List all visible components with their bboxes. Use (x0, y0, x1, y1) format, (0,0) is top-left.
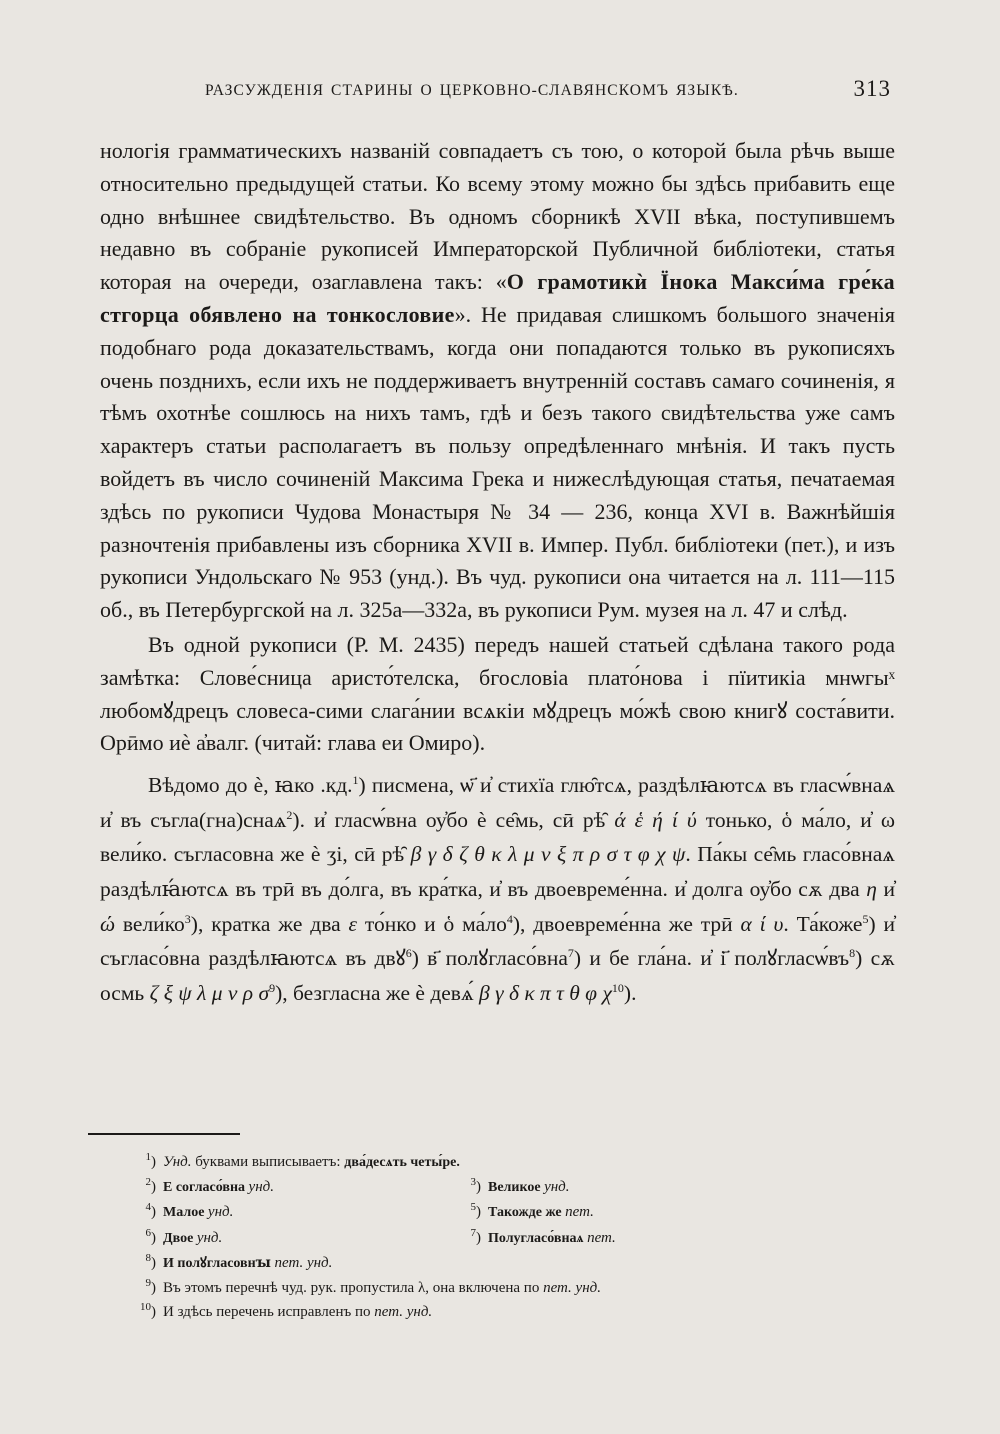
paragraph-2: Въ одной рукописи (Р. М. 2435) передъ нашей статьей сдѣлана такого рода замѣтка: Слове́сница аристо́телска, бгословіа плато́нова і пїитикіа мнѡгыˣ любомꙋдрецъ словеса-сими слага́нии всѧкіи мꙋдрецъ мо́жѣ свою книгꙋ соста́вити. Орӣмо иѐ а̓валг. (читай: глава еи Омиро). (100, 631, 895, 756)
footnote-ref-9: 9 (269, 980, 276, 995)
footnote-text: унд. (544, 1179, 570, 1196)
slav-text: ) сѫ осмь (100, 946, 895, 1005)
footnote-ref-4: 4 (506, 911, 513, 926)
slav-text: ) в҃ полꙋгласо́вна (411, 946, 568, 971)
footnote-row (132, 1200, 832, 1225)
footnote-slavonic-text: Двое (163, 1230, 197, 1246)
slav-text: . и̓ гласѡ́вна оу̓бо ѐ се̑мь, сӣ рѣ̑ (299, 807, 615, 832)
slav-text: то́нко и ὁ ма́ло (356, 911, 507, 936)
footnote-number: 4 (145, 1201, 151, 1214)
slav-text: Вѣдомо до ѐ, ꙗко .кд. (148, 773, 353, 798)
greek-letters: ά ἑ ή ί ύ (614, 807, 697, 832)
slav-text: . Та́коже (783, 911, 863, 936)
footnote-slavonic-text: И полꙋгласовнꙑ (163, 1255, 275, 1271)
page-number: 313 (853, 76, 891, 101)
footnote-number: 1 (145, 1151, 151, 1163)
footnote-ref-8: 8 (849, 945, 856, 960)
footnote-number: 9 (145, 1277, 151, 1290)
slav-text: тонько, ὁ ма́ло, и̓ ω вели́ко. съгласовна же ѐ ӡі, сӣ рѣ̑ (100, 807, 895, 867)
footnote-9: $^9$) Въ этомъ перечнѣ чуд. рук. пропустила λ, она включена по пет. унд. (145, 1277, 601, 1297)
footnote-ref-5: 5 (862, 911, 869, 926)
footnote-ref-6: 6 (405, 945, 412, 960)
footnote-slavonic-text: два́десѧть четы́ре. (344, 1155, 460, 1170)
footnote-slavonic-text: Полугласо́внаѧ (488, 1230, 588, 1246)
page-header (205, 76, 895, 108)
footnote-text: пет. унд. (374, 1304, 433, 1321)
footnote-text: И здѣсь перечень исправленъ по (163, 1304, 375, 1321)
footnote-number: 7 (470, 1226, 476, 1239)
footnote-ref-10: 10 (611, 980, 624, 995)
slav-text: ), двоевреме́нна же трӣ (512, 911, 741, 936)
paragraph-3-slavonic-text: Вѣдомо до ѐ, ꙗко .кд.$^1$) писмена, ѡ҃ и̓ стихїа глю̑тсѧ, раздѣлꙗютсѧ въ гласѡ́внаѧ и̓ въ съгла(гна)снаѧ$^2$). и̓ гласѡ́вна оу̓бо ѐ се̑мь, сӣ рѣ̑ ά ἑ ή ί ύ тонько, ὁ ма́ло, и̓ ω вели́ко. съгласовна же ѐ ӡі, сӣ рѣ̑ β γ δ ζ θ κ λ μ ν ξ π ρ σ τ φ χ ψ. Па́кы се̑мь гласо́внаѧ раздѣлꙗ́ютсѧ въ трӣ въ до́лга, въ кра́тка, и̓ въ двоевреме́нна. и̓ долга оу̓бо сѫ два η и̓ ώ $вели́ко^3$), кратка же два ε то́нко и ὁ $ма́ло^4$), двоевреме́нна же трӣ α ί υ. Та́коже$^5$) и̓ съгласо́вна раздѣлꙗютсѧ въ двꙋ$^6$) в҃ полꙋгласо́вна$^7$) и бе гла́на. и̓ і҃ $полꙋгласѡ́въ^8$) сѫ осмь ζ ξ ψ λ μ ν ρ $\sigma^9$), безгласна же ѐ девѧ́ β γ δ κ π τ θ φ $\chi^{10}$). (100, 772, 896, 1005)
footnote-slavonic-text: Е согласо́вна (163, 1180, 249, 1196)
slav-text: писмена, ѡ҃ и̓ стихїа глю̑тсѧ, раздѣлꙗютсѧ въ гласѡ́внаѧ и̓ въ съгла(гна)снаѧ (100, 773, 896, 832)
footnote-ref-1: 1 (352, 772, 359, 787)
footnote-6: $^6$) Двое унд. (145, 1226, 223, 1246)
greek-letters: η (866, 876, 877, 901)
body-text (100, 135, 895, 1010)
footnote-slavonic-text: Великое (488, 1180, 545, 1196)
slav-text: вели́ко (115, 911, 185, 936)
footnote-text: буквами выписываетъ: (191, 1154, 345, 1170)
footnote-number: 2 (145, 1176, 151, 1189)
footnote-ref-7: 7 (567, 945, 574, 960)
footnote-slavonic-text: Такожде же (488, 1205, 566, 1221)
footnote-text: пет. (565, 1204, 594, 1221)
footnote-8: $^8$) И полꙋгласовнꙑ пет. унд. (145, 1251, 333, 1271)
footnote-text: унд. (196, 1229, 223, 1246)
paragraph-1-text-b: ». Не придавая слишкомъ большого значенія подобнаго рода доказательствамъ, когда они попадаются только въ рукописяхъ очень позднихъ, если ихъ не поддерживаетъ внутренній составъ самаго сочиненія, я тѣмъ охотнѣе сошлюсь на нихъ тамъ, гдѣ и безъ такого свидѣтельства уже самъ характеръ статьи располагаетъ въ пользу опредѣленнаго мнѣнія. И такъ пусть войдетъ въ число сочиненій Максима Грека и нижеслѣдующая статья, печатаемая здѣсь по рукописи Чудова Монастыря № 34 — 236, конца XVI в. Важнѣйшія разночтенія прибавлены изъ сборника XVII в. Импер. Публ. библіотеки (пет.), и изъ рукописи Ундольскаго № 953 (унд.). Въ чуд. рукописи она читается на л. 111—115 об., въ Петербургской на л. 325а—332а, въ рукописи Рум. музея на л. 47 и слѣд. (100, 301, 895, 623)
footnote-text: пет. унд. (274, 1254, 333, 1271)
greek-letters: ε (348, 911, 357, 936)
slav-text: ) и бе гла́на. и̓ і҃ полꙋгласѡ́въ (573, 946, 850, 971)
footnote-5: $^5$) Такожде же пет. (470, 1201, 594, 1221)
greek-letters: β γ δ ζ θ κ λ μ ν ξ π ρ σ τ φ χ ψ (410, 842, 686, 867)
slav-text: . Па́кы се̑мь гласо́внаѧ раздѣлꙗ́ютсѧ въ трӣ въ до́лга, въ кра́тка, и̓ въ двоевреме́нна. и̓ долга оу̓бо сѫ два (100, 842, 895, 901)
footnote-4: $^4$) Малое унд. (145, 1201, 234, 1221)
greek-letters: ζ ξ ψ λ μ ν ρ σ (149, 980, 270, 1005)
paragraph-1 (100, 135, 895, 627)
footnote-3: $^3$) Великое унд. (470, 1176, 570, 1196)
footnote-row (132, 1175, 832, 1200)
slav-text: ), безгласна же ѐ девѧ́ (275, 980, 480, 1005)
footnote-ref-2: 2 (286, 807, 293, 822)
footnote-row (132, 1226, 832, 1251)
footnote-text: Въ этомъ перечнѣ чуд. рук. пропустила λ, она включена по (163, 1280, 544, 1297)
footnote-text: унд. (207, 1204, 234, 1221)
footnote-text: пет. унд. (543, 1280, 601, 1297)
footnote-number: 6 (145, 1226, 151, 1239)
slav-text: ). (623, 980, 637, 1005)
slav-text: ) и̓ съгласо́вна раздѣлꙗютсѧ въ двꙋ (100, 911, 895, 971)
footnote-divider (88, 1133, 240, 1135)
footnote-slavonic-text: Малое (163, 1205, 208, 1221)
slav-text: и̓ (876, 876, 895, 901)
greek-letters: β γ δ κ π τ θ φ χ (479, 980, 612, 1005)
greek-letters: α ί υ (740, 911, 784, 936)
footnote-text: Унд. (163, 1154, 192, 1170)
paragraph-1-text-a: нологія грамматическихъ названій совпадаетъ съ тою, о которой была рѣчь выше относительно предыдущей статьи. Ко всему этому можно бы здѣсь прибавить еще одно внѣшнее свидѣтельство. Въ одномъ сборникѣ XVII вѣка, поступившемъ недавно въ собраніе рукописей Императорской Публичной библіотеки, статья которая на очереди, озаглавлена такъ: « (100, 138, 895, 295)
footnote-number: 5 (470, 1201, 476, 1214)
footnote-text: унд. (248, 1179, 274, 1196)
footnote-1: $^1$) Унд. буквами выписываетъ: два́десѧть четы́ре. (145, 1151, 460, 1170)
footnote-10: $^{10}$) И здѣсь перечень исправленъ по пет. унд. (140, 1301, 433, 1321)
footnote-7: $^7$) Полугласо́внаѧ пет. (470, 1226, 616, 1246)
footnote-text: пет. (587, 1229, 616, 1246)
slav-text: ), кратка же два (190, 911, 349, 936)
footnotes (132, 1150, 832, 1324)
footnote-number: 3 (470, 1176, 476, 1189)
running-title: РАЗСУЖДЕНІЯ СТАРИНЫ О ЦЕРКОВНО-СЛАВЯНСКОМЪ ЯЗЫКѢ. (205, 82, 739, 99)
church-slavonic-title: О грамотикѝ Їнока Макси́ма гре́ка стгорца обявлено на тонкословие (100, 269, 895, 327)
footnote-2: $^2$) Е согласо́вна унд. (145, 1176, 274, 1196)
footnote-number: 8 (145, 1251, 151, 1264)
greek-letters: ώ (100, 911, 116, 936)
footnote-ref-3: 3 (184, 911, 191, 926)
footnote-number: 10 (140, 1301, 151, 1314)
